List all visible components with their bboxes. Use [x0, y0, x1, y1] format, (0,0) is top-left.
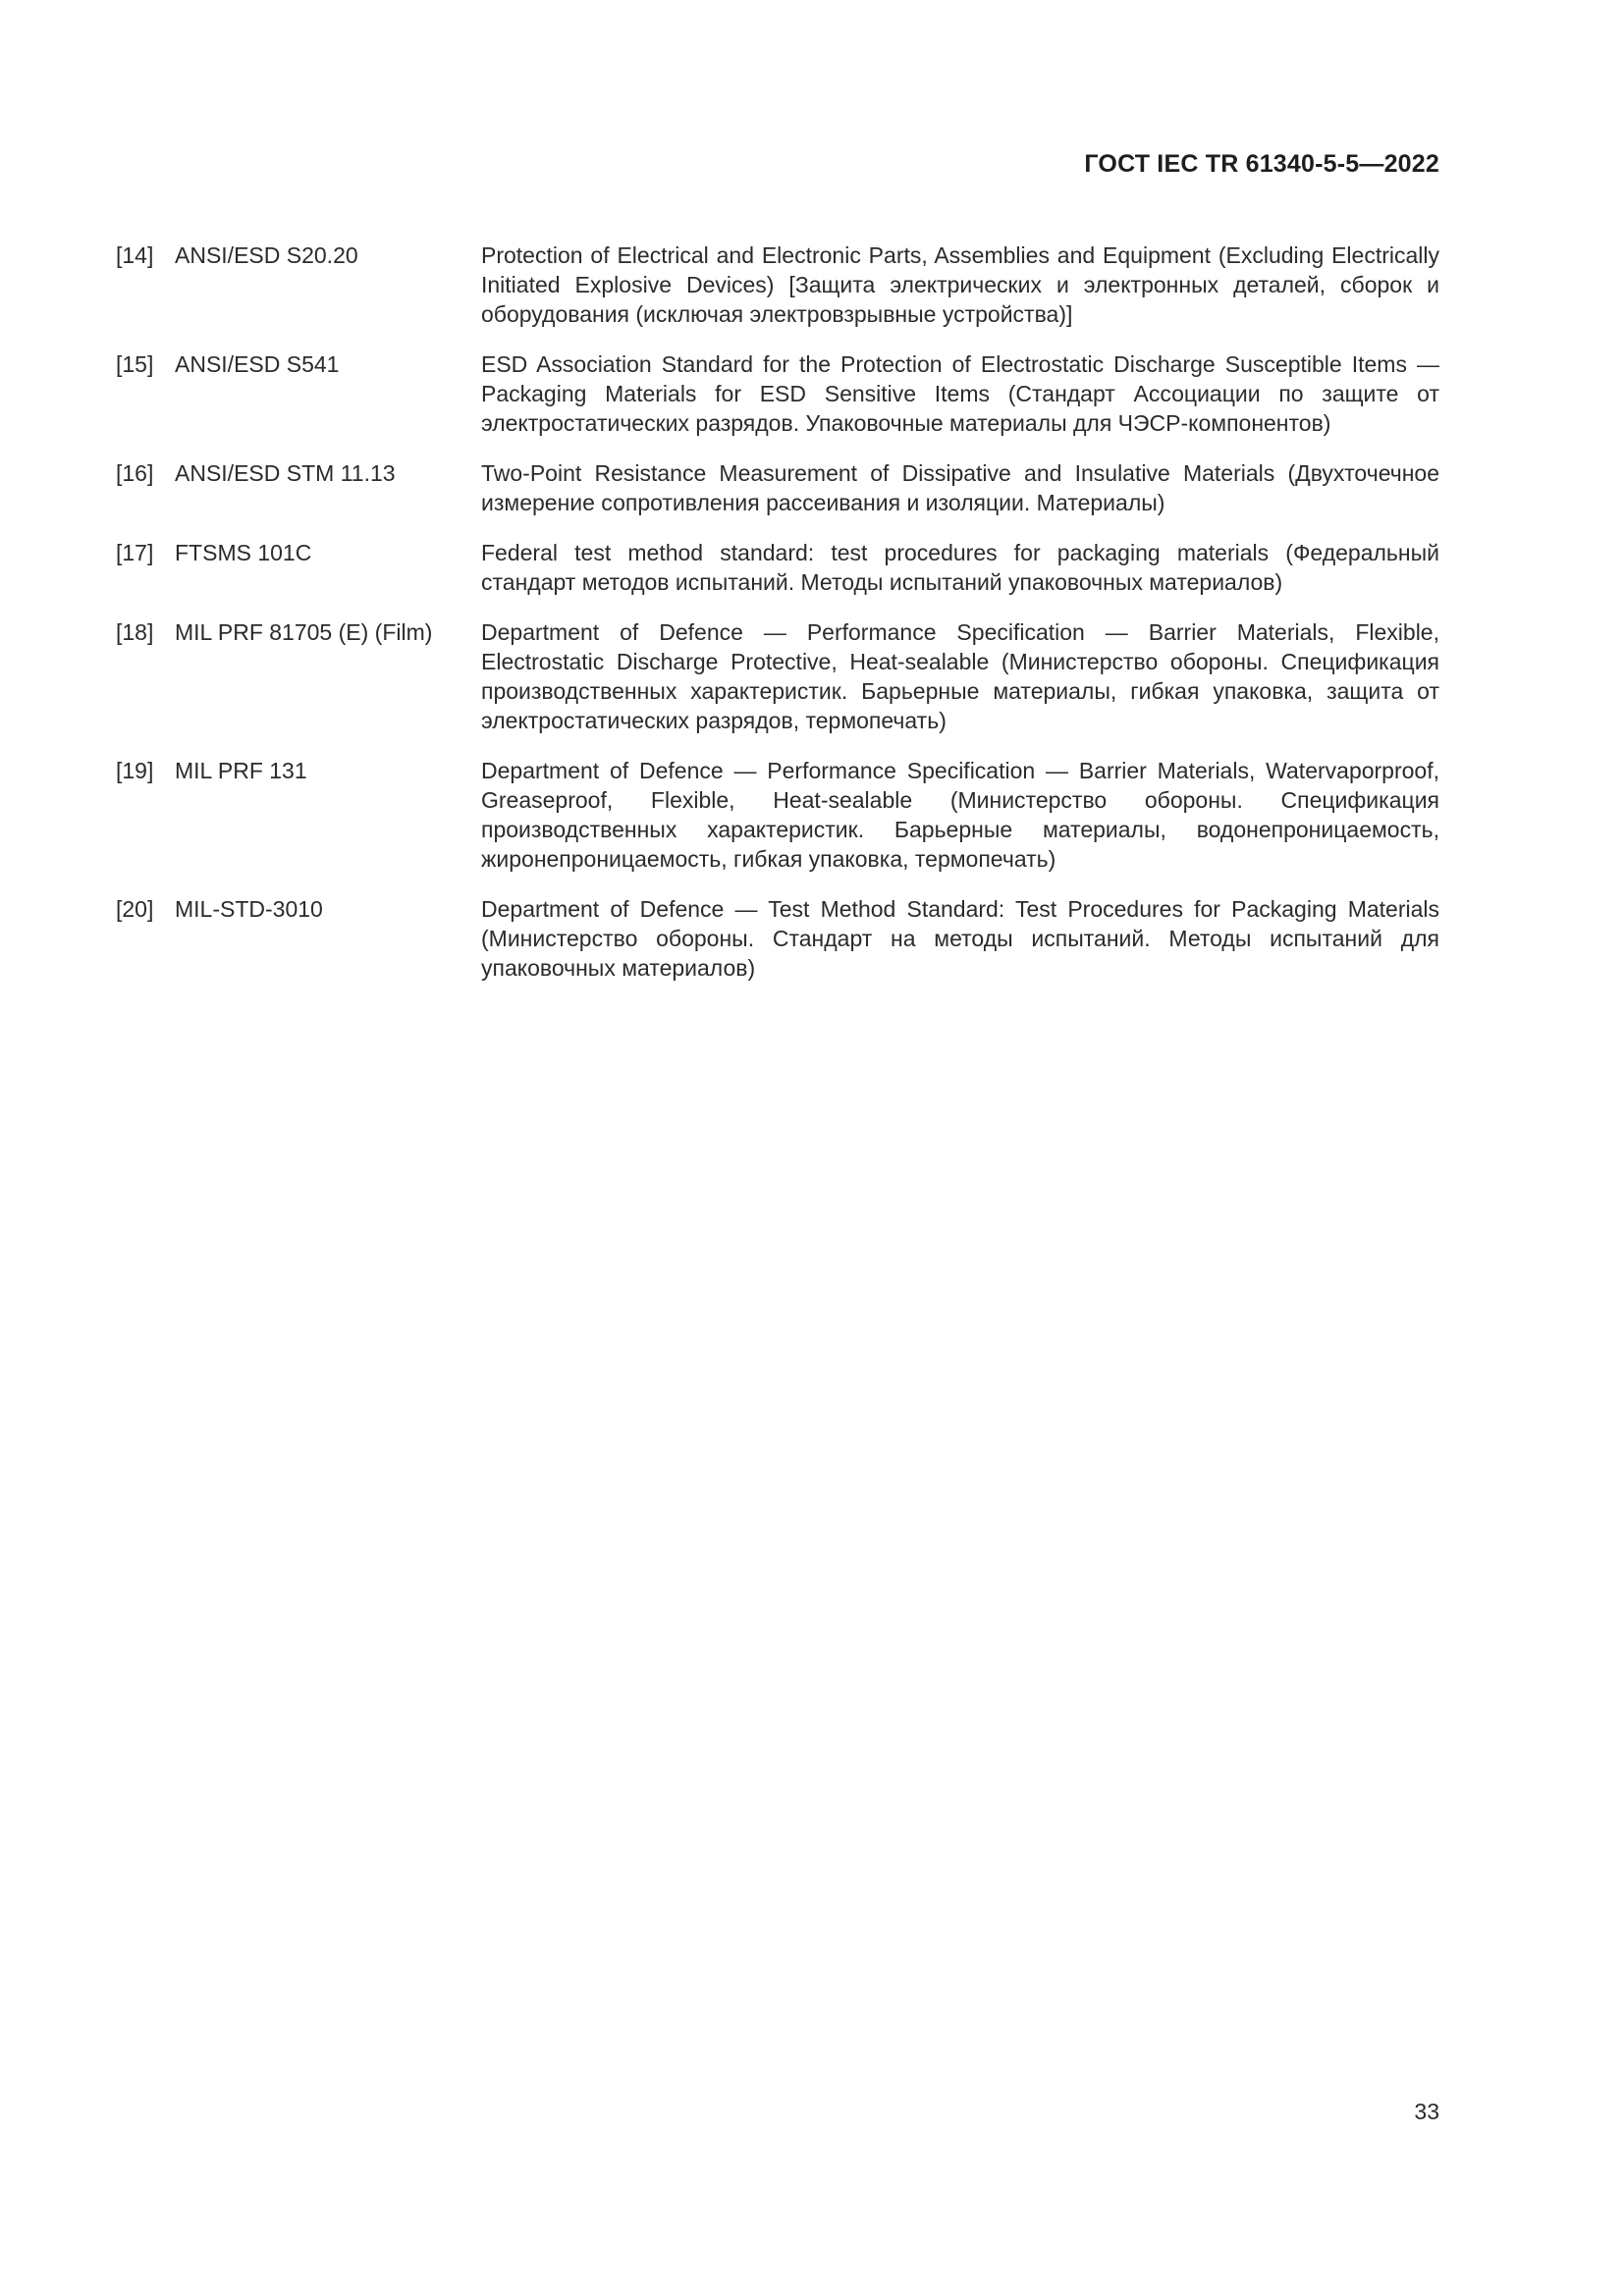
entry-number: [19]: [116, 758, 154, 783]
entry-number: [18]: [116, 619, 154, 645]
standard-code: MIL PRF 81705 (E) (Film): [175, 619, 433, 645]
page-number: 33: [1414, 2099, 1439, 2124]
entry-number: [15]: [116, 351, 154, 377]
standard-title: Two-Point Resistance Measurement of Dissipative and Insulative Materials (Двухточечное измерение сопротивления рассеивания и изоляции. Материалы): [481, 460, 1439, 515]
bibliography-entry: [116, 756, 1439, 874]
standard-title: Department of Defence — Test Method Standard: Test Procedures for Packaging Materials (Министерство обороны. Стандарт на методы испытаний. Методы испытаний для упаковочных материалов): [481, 896, 1439, 981]
bibliography-entry: [116, 349, 1439, 438]
document-code-header: ГОСТ IEC TR 61340-5-5—2022: [1084, 150, 1439, 178]
standard-code: MIL PRF 131: [175, 758, 307, 783]
standard-code: MIL-STD-3010: [175, 896, 323, 922]
bibliography-entry: [116, 617, 1439, 735]
entry-number: [17]: [116, 540, 154, 565]
entry-number: [20]: [116, 896, 154, 922]
bibliography-entry: [116, 894, 1439, 983]
standard-code: FTSMS 101C: [175, 540, 312, 565]
standard-title: Federal test method standard: test procedures for packaging materials (Федеральный стандарт методов испытаний. Методы испытаний упаковочных материалов): [481, 540, 1439, 595]
bibliography-entry: [116, 538, 1439, 597]
standard-title: ESD Association Standard for the Protection of Electrostatic Discharge Susceptible Items — Packaging Materials for ESD Sensitive Items (Стандарт Ассоциации по защите от электростатических разрядов. Упаковочные материалы для ЧЭСР-компонентов): [481, 351, 1439, 436]
bibliography-entry: [116, 458, 1439, 517]
standard-title: Protection of Electrical and Electronic Parts, Assemblies and Equipment (Excluding Electrically Initiated Explosive Devices) [Защита электрических и электронных деталей, сборок и оборудования (исключая электровзрывные устройства)]: [481, 242, 1439, 327]
standard-title: Department of Defence — Performance Specification — Barrier Materials, Watervaporproof, Greaseproof, Flexible, Heat-sealable (Министерство обороны. Спецификация производственных характеристик. Барьерные материалы, водонепроницаемость, жиронепроницаемость, гибкая упаковка, термопечать): [481, 758, 1439, 872]
entry-number: [14]: [116, 242, 154, 268]
standard-code: ANSI/ESD S20.20: [175, 242, 358, 268]
bibliography-list: [116, 240, 1439, 1003]
bibliography-entry: [116, 240, 1439, 329]
standard-code: ANSI/ESD STM 11.13: [175, 460, 396, 486]
standard-code: ANSI/ESD S541: [175, 351, 340, 377]
standard-title: Department of Defence — Performance Specification — Barrier Materials, Flexible, Electrostatic Discharge Protective, Heat-sealable (Министерство обороны. Спецификация производственных характеристик. Барьерные материалы, гибкая упаковка, защита от электростатических разрядов, термопечать): [481, 619, 1439, 733]
entry-number: [16]: [116, 460, 154, 486]
